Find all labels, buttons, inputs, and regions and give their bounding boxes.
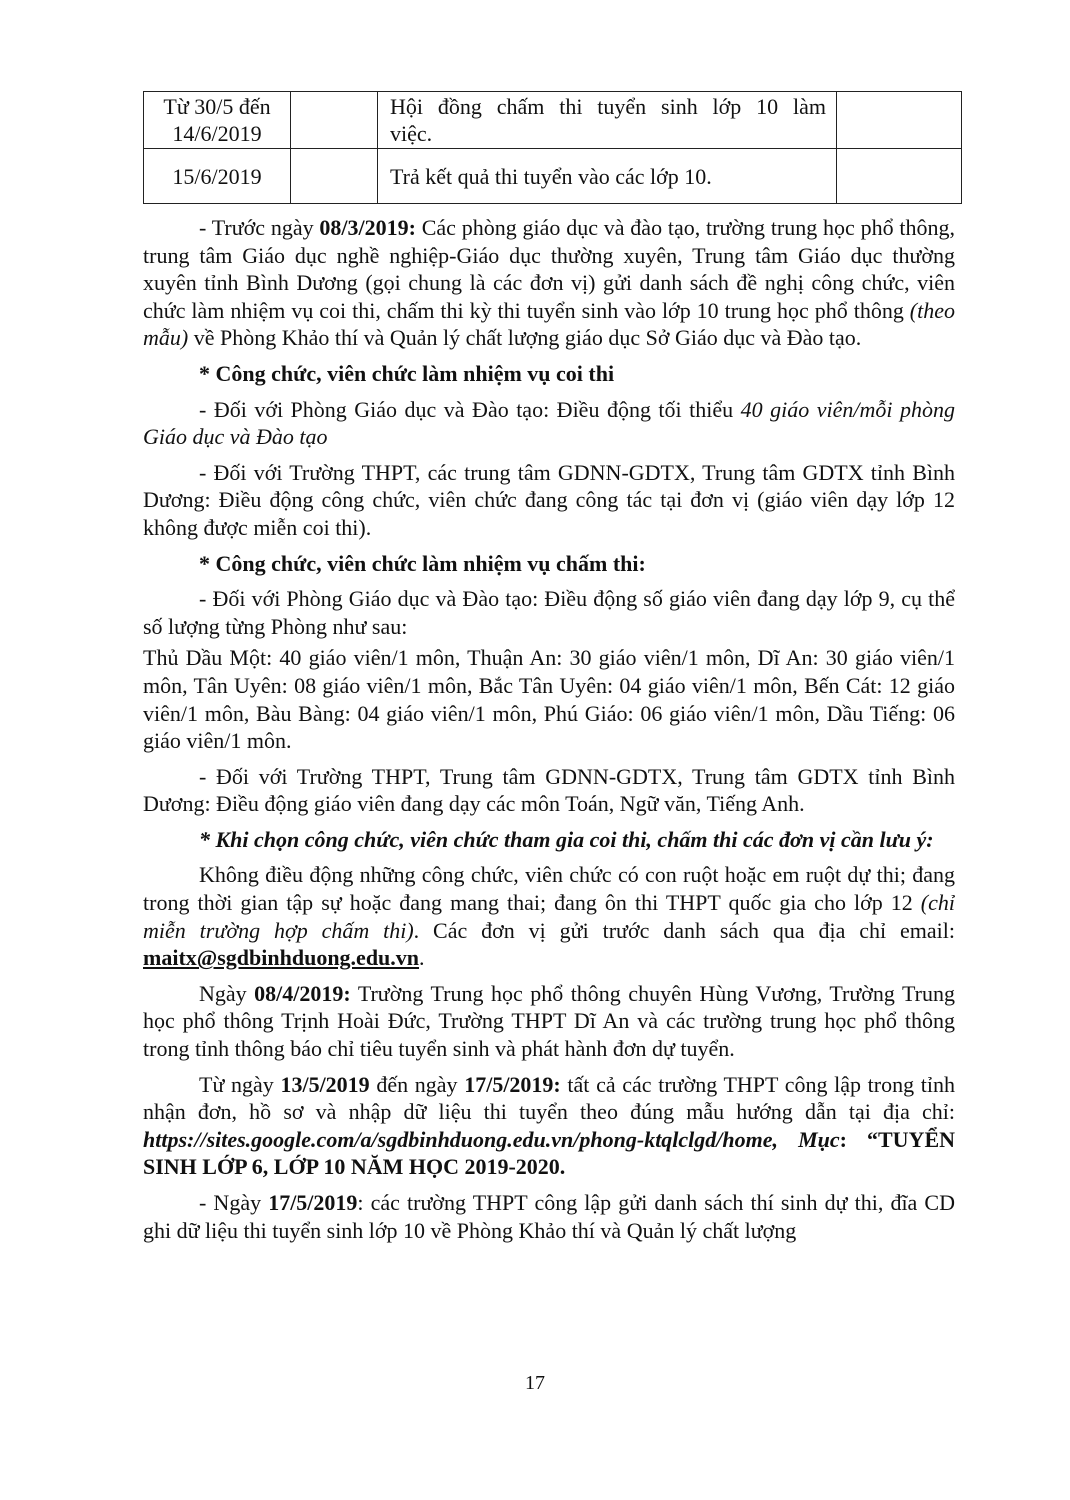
- paragraph-luu-y: [143, 861, 955, 971]
- schedule-event-cell: Trả kết quả thi tuyển vào các lớp 10.: [378, 149, 837, 204]
- paragraph-deadline-0803: [143, 214, 955, 352]
- text: . Các đơn vị gửi trước danh sách qua địa chỉ email:: [413, 917, 955, 943]
- muc-text: : “TUYỂN SINH LỚP 6, LỚP 10 NĂM HỌC 2019-2020.: [143, 1126, 956, 1180]
- paragraph-0804: [143, 980, 955, 1063]
- schedule-empty-cell: [837, 149, 962, 204]
- date-label: 08/4/2019:: [254, 980, 351, 1006]
- text: - Đối với Phòng Giáo dục và Đào tạo: Điều động tối thiểu: [199, 396, 741, 422]
- text: - Ngày: [199, 1190, 269, 1215]
- email-link[interactable]: maitx@sgdbinhduong.edu.vn: [143, 945, 420, 971]
- muc-label: Mục: [798, 1126, 840, 1152]
- paragraph-coi-thi-phong: [143, 396, 955, 451]
- date-label: 13/5/2019: [280, 1071, 370, 1097]
- text: đến ngày: [369, 1071, 465, 1097]
- text: Không điều động những công chức, viên chức có con ruột hoặc em ruột dự thi; đang trong thời gian tập sự hoặc đang mang thai; đang ôn thi THPT quốc gia cho lớp 12: [143, 862, 955, 916]
- schedule-event-line: Hội đồng chấm thi tuyển sinh lớp 10 làm: [390, 94, 826, 119]
- text: Từ ngày: [199, 1071, 281, 1097]
- text: .: [419, 945, 425, 971]
- schedule-empty-cell: [291, 149, 378, 204]
- document-body: [143, 214, 955, 1252]
- text: tất cả các trường THPT công lập trong tỉnh nhận đơn, hồ sơ và nhập dữ liệu thi tuyển theo đúng mẫu hướng dẫn tại địa chỉ:: [143, 1071, 956, 1125]
- text: : các trường THPT công lập gửi danh sách thí sinh dự thi, đĩa CD ghi dữ liệu thi tuyển sinh lớp 10 về Phòng Khảo thí và Quản lý chất lượng: [143, 1190, 955, 1243]
- paragraph-1705: [143, 1189, 955, 1244]
- italic-text: (theo mẫu): [143, 297, 955, 351]
- schedule-event-line: việc.: [390, 121, 433, 146]
- text: - Trước ngày: [199, 215, 320, 240]
- date-label: 08/3/2019:: [319, 215, 416, 240]
- italic-text: 40 giáo viên/mỗi phòng Giáo dục và Đào tạo: [143, 396, 955, 450]
- page-number: 17: [525, 1372, 545, 1394]
- heading-cham-thi: * Công chức, viên chức làm nhiệm vụ chấm thi:: [199, 550, 646, 576]
- italic-text: (chỉ miễn trường hợp chấm thi): [143, 890, 955, 943]
- table-row: [144, 149, 962, 204]
- schedule-empty-cell: [291, 92, 378, 149]
- table-row: [144, 92, 962, 149]
- paragraph-cham-thi-list: Thủ Dầu Một: 40 giáo viên/1 môn, Thuận An: 30 giáo viên/1 môn, Dĩ An: 30 giáo viên/1 môn, Tân Uyên: 08 giáo viên/1 môn, Bắc Tân Uyên: 04 giáo viên/1 môn, Bến Cát: 12 giáo viên/1 môn, Bàu Bàng: 04 giáo viên/1 môn, Phú Giáo: 06 giáo viên/1 môn, Dầu Tiếng: 06 giáo viên/1 môn.: [143, 645, 955, 754]
- paragraph-1305: [143, 1071, 955, 1181]
- schedule-date-line: Từ 30/5 đến: [163, 94, 271, 119]
- text: Trường Trung học phổ thông chuyên Hùng Vương, Trường Trung học phổ thông Trịnh Hoài Đức, Trường THPT Dĩ An và các trường trung học phổ thông trong tỉnh thông báo chỉ tiêu tuyển sinh và phát hành đơn dự tuyển.: [143, 980, 955, 1062]
- text: Ngày: [199, 980, 255, 1006]
- schedule-date-cell: [144, 92, 291, 149]
- date-label: 17/5/2019:: [464, 1071, 561, 1097]
- text: về Phòng Khảo thí và Quản lý chất lượng giáo dục Sở Giáo dục và Đào tạo.: [188, 325, 862, 351]
- schedule-table: [143, 91, 962, 204]
- schedule-date-line: 14/6/2019: [172, 121, 262, 146]
- text: Các phòng giáo dục và đào tạo, trường trung học phổ thông, trung tâm Giáo dục nghề nghiệp-Giáo dục thường xuyên, Trung tâm Giáo dục thường xuyên tỉnh Bình Dương (gọi chung là các đơn vị) gửi danh sách đề nghị công chức, viên chức làm nhiệm vụ coi thi, chấm thi kỳ thi tuyển sinh vào lớp 10 trung học phổ thông: [143, 215, 956, 323]
- schedule-date-cell: 15/6/2019: [144, 149, 291, 204]
- paragraph-coi-thi-truong: - Đối với Trường THPT, các trung tâm GDNN-GDTX, Trung tâm GDTX tỉnh Bình Dương: Điều động công chức, viên chức đang công tác tại đơn vị (giáo viên dạy lớp 12 không được miễn coi thi).: [143, 459, 955, 540]
- schedule-event-cell: [378, 92, 837, 149]
- schedule-empty-cell: [837, 92, 962, 149]
- paragraph-cham-thi-truong: - Đối với Trường THPT, Trung tâm GDNN-GDTX, Trung tâm GDTX tỉnh Bình Dương: Điều động giáo viên đang dạy các môn Toán, Ngữ văn, Tiếng Anh.: [143, 763, 955, 817]
- date-label: 17/5/2019: [268, 1190, 358, 1215]
- heading-luu-y: * Khi chọn công chức, viên chức tham gia coi thi, chấm thi các đơn vị cần lưu ý:: [199, 826, 934, 852]
- url-link[interactable]: https://sites.google.com/a/sgdbinhduong.edu.vn/phong-ktqlclgd/home,: [143, 1126, 779, 1152]
- heading-coi-thi: * Công chức, viên chức làm nhiệm vụ coi thi: [199, 360, 615, 386]
- paragraph-cham-thi-phong: - Đối với Phòng Giáo dục và Đào tạo: Điều động số giáo viên đang dạy lớp 9, cụ thể số lượng từng Phòng như sau:: [143, 586, 955, 639]
